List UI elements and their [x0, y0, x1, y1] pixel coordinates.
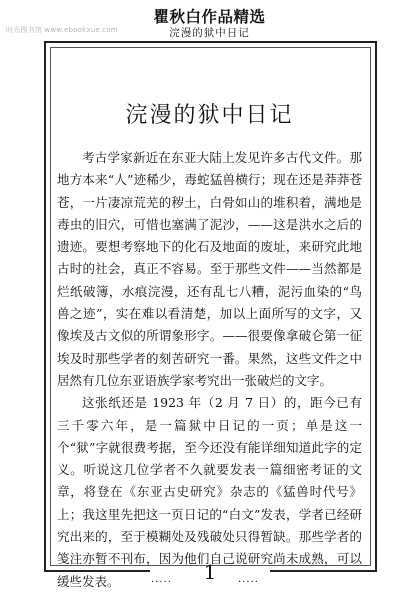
chapter-title: 浣漫的狱中日记 — [125, 103, 294, 128]
book-series-title: 瞿秋白作品精选 — [153, 7, 266, 26]
paragraph: 这张纸还是 1923 年（2 月 7 日）的，距今已有三千零六年，是一篇狱中日记的一页；单是这一个“狱”字就很费考据，至今还没有能详细知道此字的定义。听说这几位学者不久就要发表一篇细密考证的文章，将登在《东亚古史研究》杂志的《猛兽时代号》上；我这里先把这一页日记的“白文”发表，学者已经研究出来的，至于模糊处及残破处只得暂缺。那些学者的笺注亦暂不刊布，因为他们自己说研究尚未成熟，可以缓些发表。 — [57, 395, 362, 589]
body-text — [57, 147, 362, 593]
watermark: 时光图书馆 www.ebookxue.com — [6, 26, 118, 34]
paragraph: 考古学家新近在东亚大陆上发见许多古代文件。那地方本来“人”迹稀少，毒蛇猛兽横行；现在还是莽莽苍苍，一片凄凉荒芜的秽土，白骨如山的堆积着，满地是毒虫的旧穴，可惜也塞满了泥沙，——这是洪水之后的遗迹。要想考察地下的化石及地面的废址，来研究此地古时的社会，真正不容易。至于那些文件——当然都是烂纸破簿，水痕浣漫，还有乱七八糟，泥污血染的“鸟兽之迹”，实在难以看清楚，加以上面所写的文字，又像埃及古文似的所谓象形字。——很要像拿破仑第一征埃及时那些学者的刻苦研究一番。果然，这些文件之中居然有几位东亚语族学家考究出一张破烂的文字。 — [57, 150, 362, 388]
footer-ornament-right: ..... — [238, 574, 259, 585]
running-chapter-title: 浣漫的狱中日记 — [169, 27, 250, 39]
page-number: 1 — [203, 560, 217, 584]
footer-ornament-left: ..... — [151, 574, 172, 585]
